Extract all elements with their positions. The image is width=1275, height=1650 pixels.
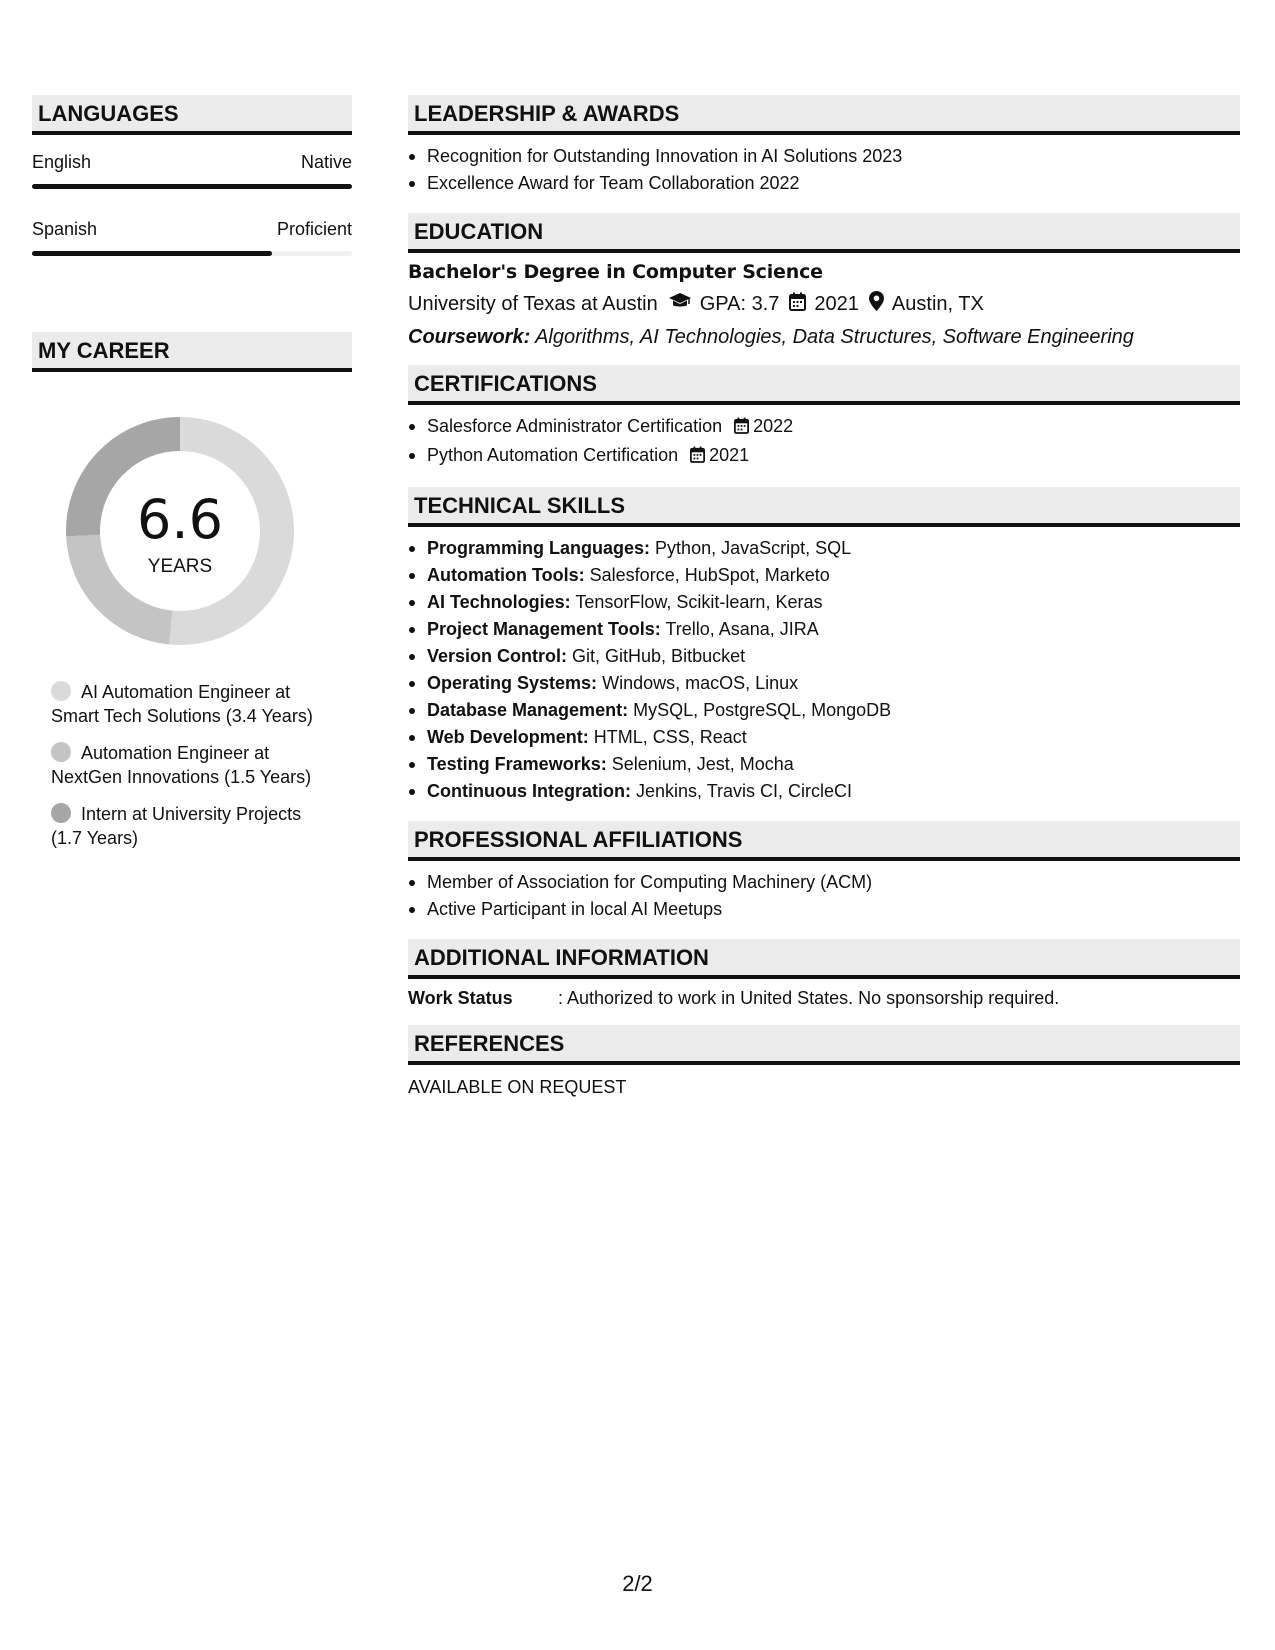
career-role: AI Automation Engineer at	[81, 682, 291, 702]
language-bar	[32, 184, 352, 189]
skill-label: Project Management Tools:	[427, 619, 661, 639]
list-item	[408, 643, 1240, 670]
graduation-year: 2021	[814, 292, 859, 315]
calendar-icon	[789, 292, 806, 317]
references-text: AVAILABLE ON REQUEST	[408, 1077, 627, 1097]
gpa: GPA: 3.7	[699, 292, 780, 315]
skill-value: Salesforce, HubSpot, Marketo	[589, 565, 830, 585]
certifications-section	[408, 365, 1240, 471]
legend-dot	[51, 803, 71, 823]
list-item	[408, 697, 1240, 724]
additional-section	[408, 939, 1240, 1009]
skill-value: Python, JavaScript, SQL	[655, 538, 852, 558]
skill-value: Windows, macOS, Linux	[602, 673, 799, 693]
calendar-icon	[734, 415, 749, 442]
career-heading: MY CAREER	[32, 332, 352, 372]
skills-heading: TECHNICAL SKILLS	[408, 487, 1240, 527]
career-item	[51, 802, 341, 850]
certification-year: 2021	[709, 445, 750, 465]
languages-heading: LANGUAGES	[32, 95, 352, 135]
work-status-value: : Authorized to work in United States. No sponsorship required.	[558, 988, 1060, 1008]
skill-value: TensorFlow, Scikit-learn, Keras	[575, 592, 823, 612]
certification-year: 2022	[753, 416, 794, 436]
list-item: Excellence Award for Team Collaboration 2022	[408, 170, 1240, 197]
list-item	[408, 442, 1240, 471]
skill-label: Testing Frameworks:	[427, 754, 607, 774]
skill-label: Programming Languages:	[427, 538, 651, 558]
degree-title: Bachelor's Degree in Computer Science	[408, 261, 823, 283]
legend-dot	[51, 681, 71, 701]
skill-value: MySQL, PostgreSQL, MongoDB	[633, 700, 892, 720]
page-number: 2/2	[622, 1571, 653, 1596]
skill-label: AI Technologies:	[427, 592, 571, 612]
education-details	[408, 291, 1240, 317]
skill-label: Database Management:	[427, 700, 629, 720]
list-item	[408, 778, 1240, 805]
career-company: (1.7 Years)	[51, 828, 139, 848]
career-legend	[51, 680, 341, 850]
skills-section	[408, 487, 1240, 805]
list-item	[408, 724, 1240, 751]
references-section	[408, 1025, 1240, 1098]
career-role: Automation Engineer at	[81, 743, 270, 763]
coursework	[408, 326, 1240, 349]
skill-label: Web Development:	[427, 727, 589, 747]
skill-value: Jenkins, Travis CI, CircleCI	[635, 781, 853, 801]
work-status-label: Work Status	[408, 988, 513, 1008]
leadership-list	[408, 143, 1240, 197]
language-bar-fill	[32, 251, 272, 256]
right-column	[408, 95, 1240, 1114]
left-column	[32, 95, 352, 863]
language-name: English	[32, 152, 92, 172]
skill-value: Selenium, Jest, Mocha	[611, 754, 794, 774]
career-company: Smart Tech Solutions (3.4 Years)	[51, 706, 313, 726]
career-item	[51, 680, 341, 728]
list-item	[408, 670, 1240, 697]
work-status-row	[408, 988, 1240, 1009]
skill-label: Automation Tools:	[427, 565, 585, 585]
career-role: Intern at University Projects	[81, 804, 302, 824]
education-section	[408, 213, 1240, 349]
language-bar-fill	[32, 184, 352, 189]
affiliations-heading: PROFESSIONAL AFFILIATIONS	[408, 821, 1240, 861]
affiliations-list	[408, 869, 1240, 923]
location-pin-icon	[869, 291, 884, 317]
language-level: Native	[300, 152, 352, 172]
language-english	[32, 152, 352, 189]
career-years-label: YEARS	[147, 556, 213, 577]
leadership-heading: LEADERSHIP & AWARDS	[408, 95, 1240, 135]
skill-value: HTML, CSS, React	[593, 727, 747, 747]
coursework-label: Coursework:	[408, 326, 531, 348]
school-location: Austin, TX	[891, 292, 984, 315]
legend-dot	[51, 742, 71, 762]
career-donut	[65, 416, 295, 646]
list-item	[408, 535, 1240, 562]
skill-label: Version Control:	[427, 646, 568, 666]
certifications-list	[408, 413, 1240, 471]
education-heading: EDUCATION	[408, 213, 1240, 253]
career-item	[51, 741, 341, 789]
skill-label: Continuous Integration:	[427, 781, 631, 801]
school-name: University of Texas at Austin	[408, 292, 658, 315]
list-item: Recognition for Outstanding Innovation in AI Solutions 2023	[408, 143, 1240, 170]
skill-value: Git, GitHub, Bitbucket	[572, 646, 746, 666]
coursework-list: Algorithms, AI Technologies, Data Structures, Software Engineering	[535, 326, 1134, 348]
list-item: Member of Association for Computing Machinery (ACM)	[408, 869, 1240, 896]
career-company: NextGen Innovations (1.5 Years)	[51, 767, 312, 787]
list-item	[408, 616, 1240, 643]
language-bar	[32, 251, 352, 256]
list-item	[408, 589, 1240, 616]
career-total-years: 6.6	[137, 488, 223, 551]
certifications-heading: CERTIFICATIONS	[408, 365, 1240, 405]
list-item	[408, 562, 1240, 589]
additional-heading: ADDITIONAL INFORMATION	[408, 939, 1240, 979]
skills-list	[408, 535, 1240, 805]
list-item: Active Participant in local AI Meetups	[408, 896, 1240, 923]
certification-name: Python Automation Certification	[427, 445, 679, 465]
list-item	[408, 751, 1240, 778]
language-level: Proficient	[276, 219, 352, 239]
list-item	[408, 413, 1240, 442]
language-name: Spanish	[32, 219, 98, 239]
skill-label: Operating Systems:	[427, 673, 598, 693]
leadership-section	[408, 95, 1240, 197]
language-spanish	[32, 219, 352, 256]
references-heading: REFERENCES	[408, 1025, 1240, 1065]
affiliations-section	[408, 821, 1240, 923]
skill-value: Trello, Asana, JIRA	[665, 619, 819, 639]
calendar-icon	[690, 444, 705, 471]
certification-name: Salesforce Administrator Certification	[427, 416, 723, 436]
graduation-cap-icon	[668, 292, 692, 316]
